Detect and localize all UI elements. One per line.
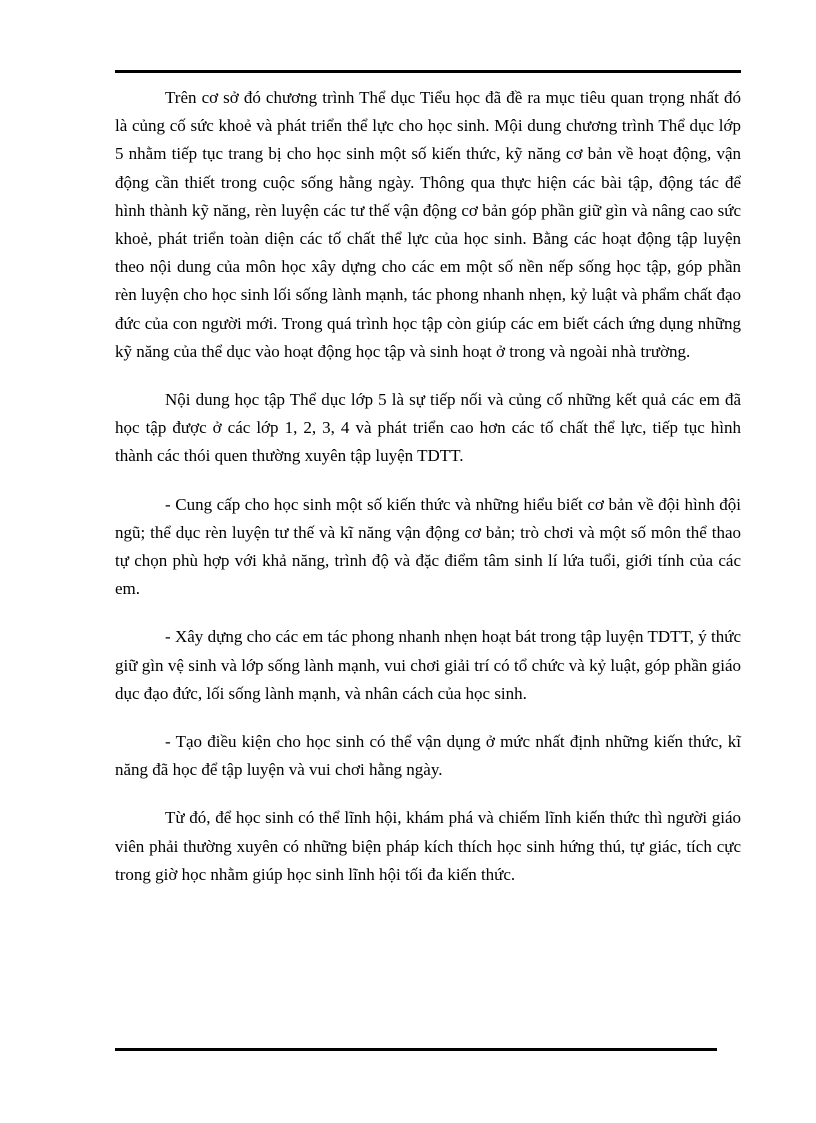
paragraph-grade5-content: Nội dung học tập Thể dục lớp 5 là sự tiếp nối và củng cố những kết quả các em đã học tập được ở các lớp 1, 2, 3, 4 và phát triển cao hơn các tố chất thể lực, tiếp tục hình thành các thói quen thường xuyên tập luyện TDTT. [115,390,741,466]
paragraph-program-goals: Trên cơ sở đó chương trình Thể dục Tiểu học đã đề ra mục tiêu quan trọng nhất đó là củng cố sức khoẻ và phát triển thể lực cho học sinh. Mội dung chương trình Thể dục lớp 5 nhằm tiếp tục trang bị cho học sinh một số kiến thức, kỹ năng cơ bản về hoạt động, vận động cần thiết trong cuộc sống hằng ngày. Thông qua thực hiện các bài tập, động tác để hình thành kỹ năng, rèn luyện các tư thế vận động cơ bản góp phần giữ gìn và nâng cao sức khoẻ, phát triển toàn diện các tố chất thể lực của học sinh. Bằng các hoạt động tập luyện theo nội dung của môn học xây dựng cho các em một số nền nếp sống học tập, góp phần rèn luyện cho học sinh lối sống lành mạnh, tác phong nhanh nhẹn, kỷ luật và phẩm chất đạo đức của con người mới. Trong quá trình học tập còn giúp các em biết cách ứng dụng những kỹ năng của thể dục vào hoạt động học tập và sinh hoạt ở trong và ngoài nhà trường. [115,88,741,361]
paragraph-habits-point: - Xây dựng cho các em tác phong nhanh nhẹn hoạt bát trong tập luyện TDTT, ý thức giữ gìn vệ sinh và lớp sống lành mạnh, vui chơi giải trí có tổ chức và kỷ luật, góp phần giáo dục đạo đức, lối sống lành mạnh, và nhân cách của học sinh. [115,627,741,703]
header-rule [115,70,741,73]
document-body [115,84,741,909]
paragraph-conclusion: Từ đó, để học sinh có thể lĩnh hội, khám phá và chiếm lĩnh kiến thức thì người giáo viên phải thường xuyên có những biện pháp kích thích học sinh hứng thú, tự giác, tích cực trong giờ học nhằm giúp học sinh lĩnh hội tối đa kiến thức. [115,808,741,884]
paragraph-knowledge-point: - Cung cấp cho học sinh một số kiến thức và những hiểu biết cơ bản về đội hình đội ngũ; thể dục rèn luyện tư thế và kĩ năng vận động cơ bản; trò chơi và một số môn thể thao tự chọn phù hợp với khả năng, trình độ và đặc điểm tâm sinh lí lứa tuổi, giới tính của các em. [115,494,741,599]
paragraph-application-point: - Tạo điều kiện cho học sinh có thể vận dụng ở mức nhất định những kiến thức, kĩ năng đã học để tập luyện và vui chơi hằng ngày. [115,732,741,780]
footer-rule [115,1048,717,1051]
